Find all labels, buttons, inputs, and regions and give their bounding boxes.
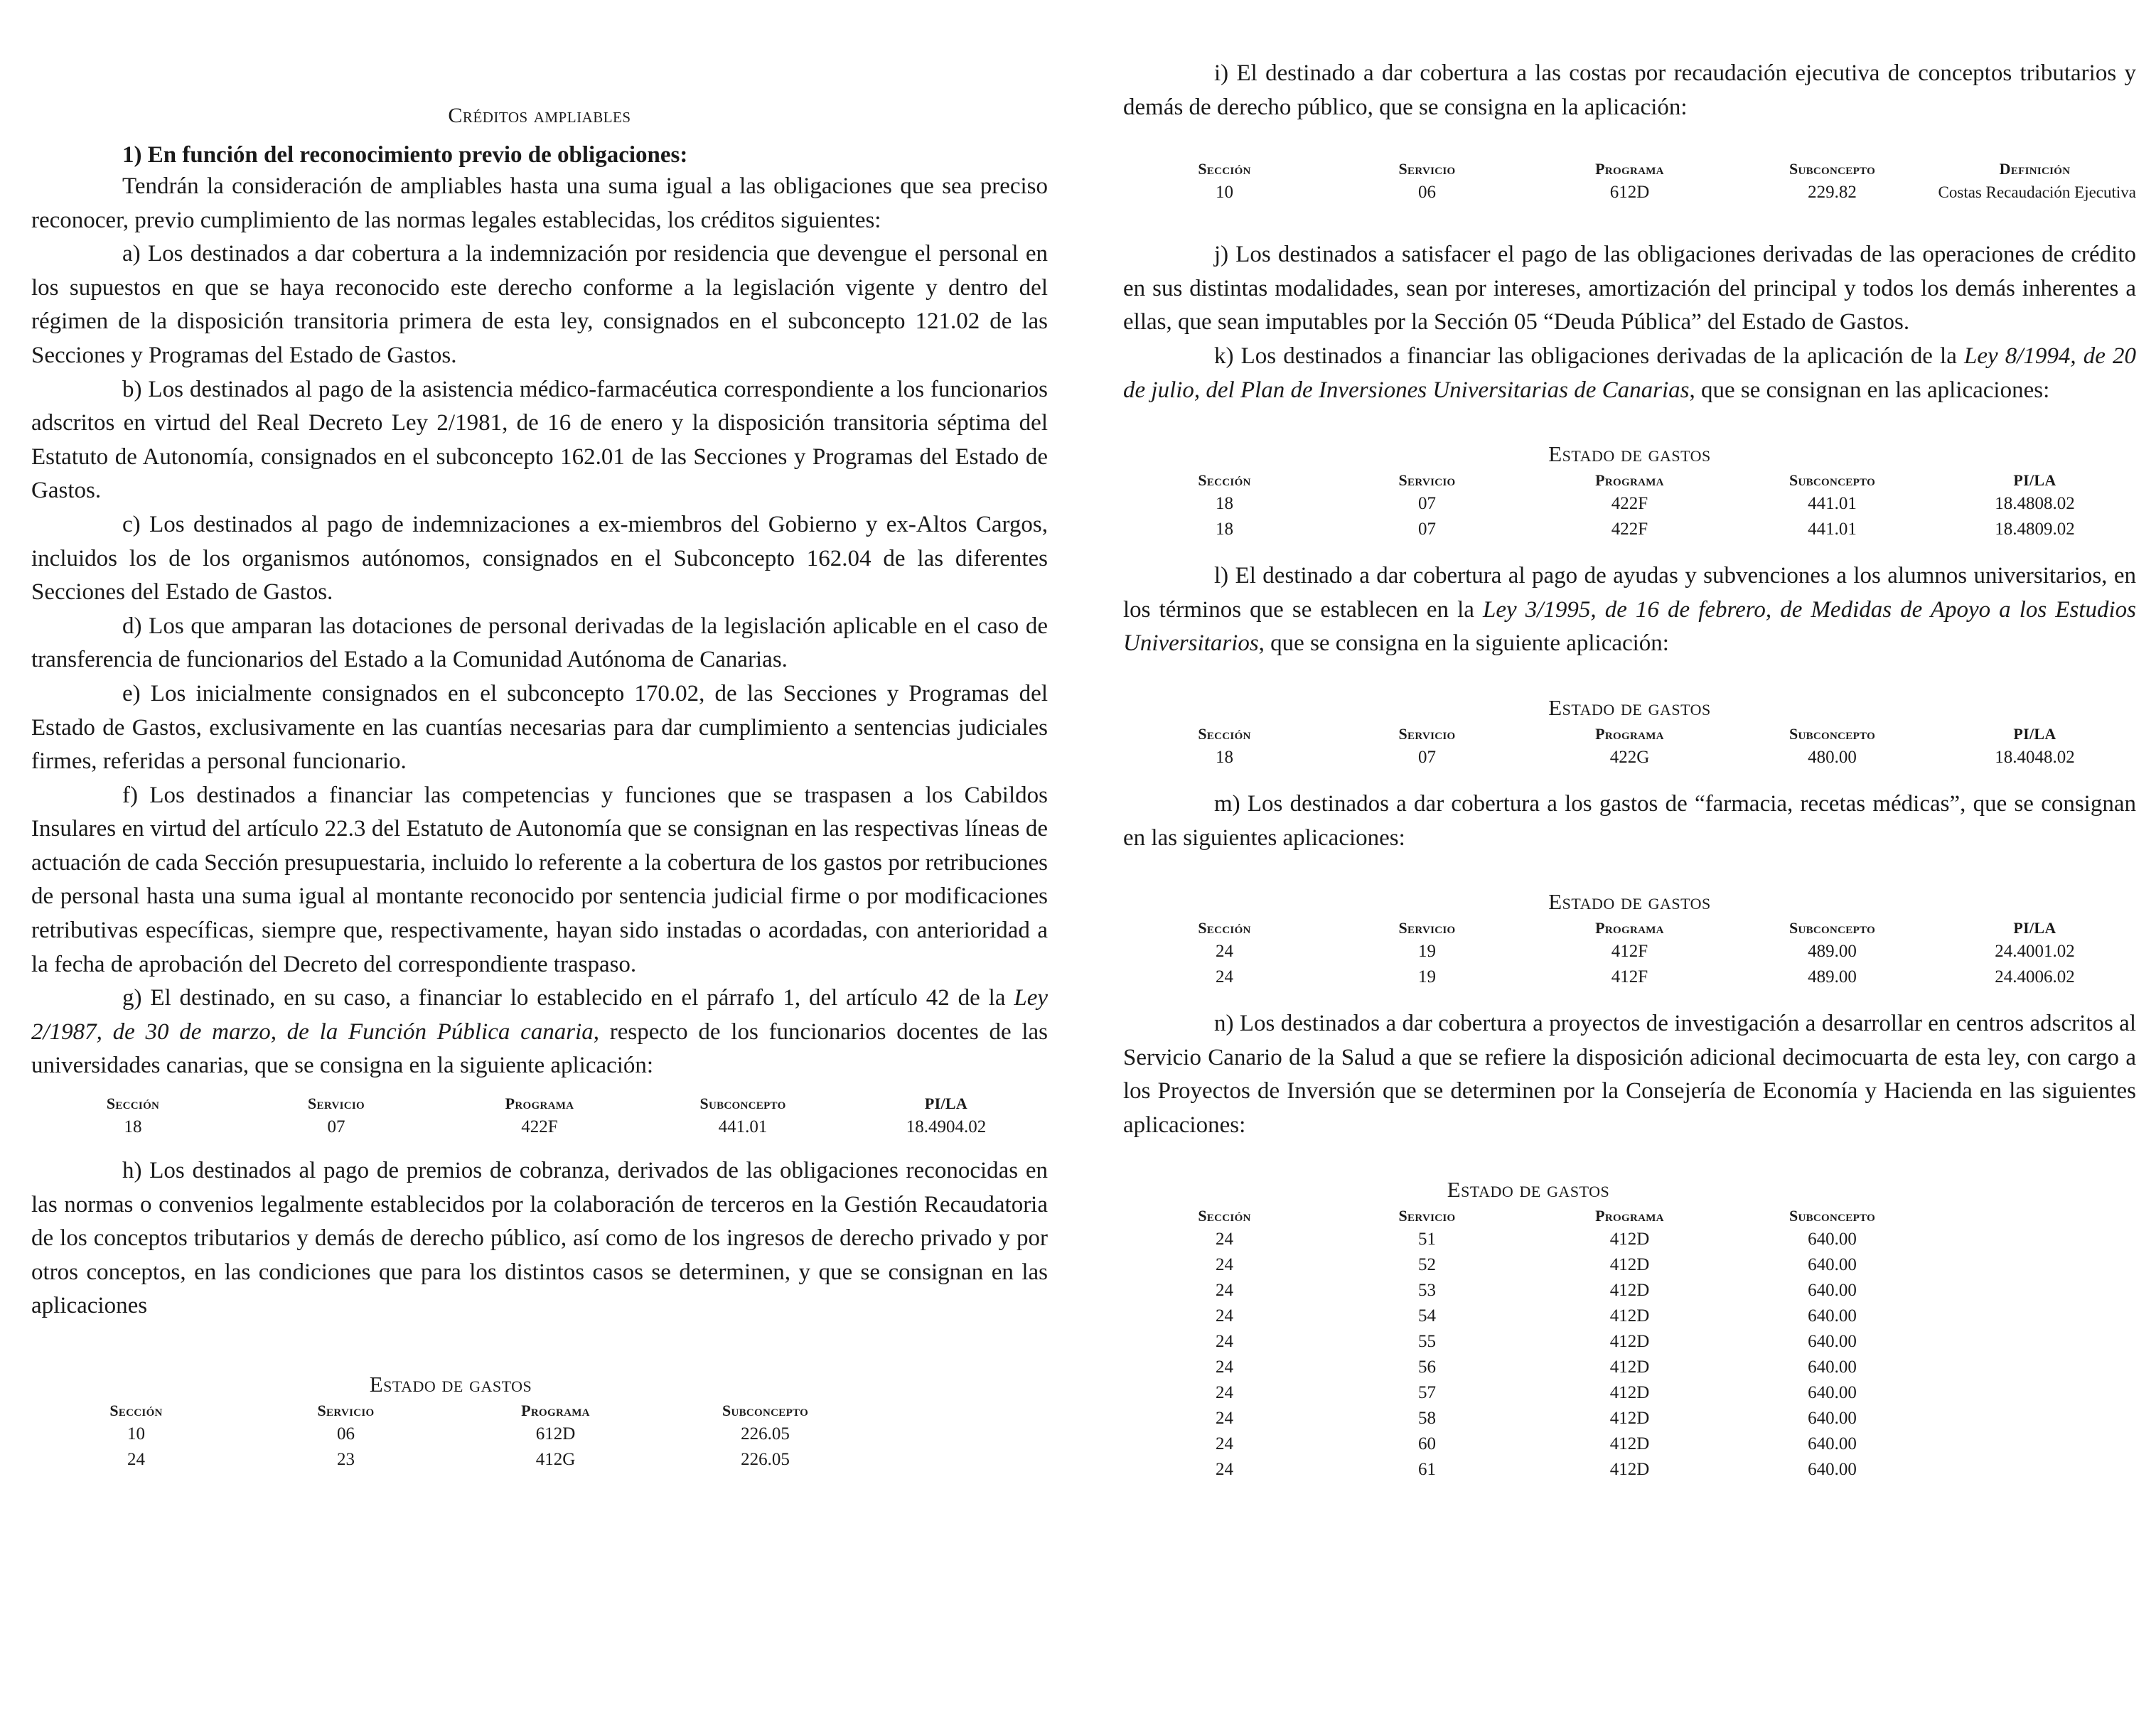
table-g (31, 1093, 1048, 1140)
table-cell: 441.01 (718, 1117, 768, 1137)
column-header: Sección (109, 1402, 163, 1419)
table-cell: 18.4904.02 (906, 1117, 987, 1137)
table-cell: 640.00 (1808, 1434, 1857, 1453)
column-header: PI/LA (2013, 919, 2056, 937)
table-cell: 24 (127, 1450, 145, 1469)
column-header: Servicio (308, 1095, 365, 1113)
table-row (1123, 1431, 1934, 1457)
table-title: Estado de gastos (1447, 1176, 1610, 1202)
paragraph-j: j) Los destinados a satisfacer el pago de las obligaciones derivadas de las operaciones de crédito en sus distintas modalidades, sean por intereses, amortización del principal y todos los demás inherentes a ellas, que sean imputables por la Sección 05 “Deuda Pública” del Estado de Gastos. (1123, 242, 2136, 335)
table-row (31, 1447, 870, 1473)
law-citation: Ley 2/1987, de 30 de marzo, de la Función Pública canaria (31, 985, 1048, 1045)
table-title: Estado de gastos (369, 1372, 532, 1397)
data-table (1123, 1205, 1934, 1483)
section-heading: 1) En función del reconocimiento previo de obligaciones: (122, 142, 688, 168)
table-row (1123, 1329, 1934, 1355)
table-header-row (31, 1093, 1048, 1114)
table-cell: 24 (1216, 1357, 1233, 1377)
table-cell: 412D (1609, 1408, 1650, 1428)
column-header: Subconcepto (722, 1402, 809, 1419)
table-header-row (1123, 470, 2136, 491)
column-header: Sección (1198, 724, 1251, 743)
table-cell: 226.05 (741, 1450, 790, 1469)
table-cell: 19 (1418, 942, 1436, 962)
table-cell: 422G (1609, 747, 1650, 767)
table-cell: 10 (127, 1424, 145, 1444)
table-row (1123, 939, 2136, 964)
table-cell: 640.00 (1808, 1254, 1857, 1274)
paragraph-k: k) Los destinados a financiar las obligaciones derivadas de la aplicación de la Ley 8/1994, de 20 de julio, del Plan de Inversiones Universitarias de Canarias, que se consignan en las aplicaciones: (1123, 343, 2136, 403)
table-cell: 07 (1418, 494, 1436, 514)
column-header: PI/LA (2013, 724, 2056, 743)
column-header: Sección (1198, 471, 1251, 490)
table-cell: 24 (1216, 1459, 1233, 1479)
table-row (1123, 745, 2136, 770)
table-cell: 60 (1418, 1434, 1436, 1453)
law-citation: Ley 3/1995, de 16 de febrero, de Medidas de Apoyo a los Estudios Universitarios (1123, 596, 2136, 657)
table-cell: 422F (1611, 520, 1648, 539)
table-header-row (31, 1400, 870, 1421)
table-cell: 412D (1609, 1254, 1650, 1274)
table-cell: 422F (1611, 494, 1648, 514)
table-cell: 18 (1216, 747, 1233, 767)
table-row (1123, 1304, 1934, 1329)
data-table (1123, 724, 2136, 770)
table-cell: 226.05 (741, 1424, 790, 1444)
table-cell: 52 (1418, 1254, 1436, 1274)
paragraph-b: b) Los destinados al pago de la asistencia médico-farmacéutica correspondiente a los funcionarios adscritos en virtud del Real Decreto Ley 2/1981, de 16 de enero y la disposición transitoria séptima del Estatuto de Autonomía, consignados en el subconcepto 162.01 de las Secciones y Programas del Estado de Gastos. (31, 376, 1048, 504)
column-header: Subconcepto (699, 1095, 786, 1113)
paragraph-d: d) Los que amparan las dotaciones de personal derivadas de la legislación aplicable en el caso de transferencia de funcionarios del Estado a la Comunidad Autónoma de Canarias. (31, 613, 1048, 673)
column-header: Programa (1595, 919, 1664, 937)
table-cell: 412D (1609, 1459, 1650, 1479)
table-cell: 640.00 (1808, 1408, 1857, 1428)
column-header: Programa (1595, 1206, 1664, 1225)
table-cell: 640.00 (1808, 1331, 1857, 1351)
column-header: Definición (1999, 160, 2071, 178)
table-cell: 24.4001.02 (1995, 942, 2075, 962)
table-row (1123, 1406, 1934, 1431)
column-header: Subconcepto (1788, 471, 1876, 490)
right-page (1123, 57, 2136, 1720)
table-cell: 24 (1216, 1229, 1233, 1249)
table-cell: 19 (1418, 967, 1436, 987)
paragraph-g: g) El destinado, en su caso, a financiar lo establecido en el párrafo 1, del artículo 42 de la Ley 2/1987, de 30 de marzo, de la Función Pública canaria, respecto de los funcionarios docentes de las universidades canarias, que se consigna en la siguiente aplicación: (31, 985, 1048, 1079)
table-cell: 24 (1216, 1306, 1233, 1326)
table-cell: 612D (1609, 183, 1650, 203)
table-cell: 640.00 (1808, 1459, 1857, 1479)
column-header: Programa (1595, 160, 1664, 178)
paragraph-m: m) Los destinados a dar cobertura a los gastos de “farmacia, recetas médicas”, que se consignan en las siguientes aplicaciones: (1123, 790, 2136, 851)
paragraph-f: f) Los destinados a financiar las competencias y funciones que se traspasen a los Cabildos Insulares en virtud del artículo 22.3 del Estatuto de Autonomía que se consignan en las respectivas líneas de actuación de cada Sección presupuestaria, incluido lo referente a la cobertura de los gastos por retribuciones de personal hasta una suma igual al montante reconocido por sentencia judicial firme o por modificaciones retributivas específicas, siempre que, respectivamente, hayan sido instadas o acordadas, con anterioridad a la fecha de aprobación del Decreto del correspondiente traspaso. (31, 782, 1048, 977)
table-row (1123, 491, 2136, 517)
table-cell: 412D (1609, 1357, 1650, 1377)
table-row (1123, 1252, 1934, 1278)
table-cell: 51 (1418, 1229, 1436, 1249)
column-header: Servicio (1398, 724, 1456, 743)
table-cell: 24 (1216, 1382, 1233, 1402)
table-row (1123, 1278, 1934, 1304)
column-header: Servicio (1398, 471, 1456, 490)
table-cell: 24 (1216, 967, 1233, 987)
table-cell: 412D (1609, 1434, 1650, 1453)
paragraph-e: e) Los inicialmente consignados en el subconcepto 170.02, de las Secciones y Programas del Estado de Gastos, exclusivamente en las cuantías necesarias para dar cumplimiento a sentencias judiciales firmes, referidas a personal funcionario. (31, 680, 1048, 775)
table-row (1123, 517, 2136, 542)
table-header-row (1123, 158, 2136, 180)
table-cell: 24 (1216, 1434, 1233, 1453)
column-header: PI/LA (2013, 471, 2056, 490)
table-cell: 489.00 (1808, 942, 1857, 962)
table-title: Estado de gastos (1548, 889, 1711, 915)
table-cell: 24 (1216, 1280, 1233, 1300)
paragraph-intro: Tendrán la consideración de ampliables hasta una suma igual a las obligaciones que sea preciso reconocer, previo cumplimiento de las normas legales establecidas, los créditos siguientes: (31, 173, 1048, 233)
column-header: Servicio (317, 1402, 375, 1419)
data-table (1123, 918, 2136, 990)
table-header-row (1123, 918, 2136, 939)
table-cell: 18 (1216, 520, 1233, 539)
table-title: Estado de gastos (1548, 694, 1711, 720)
table-row (1123, 1380, 1934, 1406)
table-cell: 489.00 (1808, 967, 1857, 987)
column-header: Sección (1198, 160, 1251, 178)
table-header-row (1123, 724, 2136, 745)
table-cell: 06 (337, 1424, 355, 1444)
table-cell: 24 (1216, 942, 1233, 962)
table-row (1123, 964, 2136, 990)
table-cell: 61 (1418, 1459, 1436, 1479)
table-cell: 412D (1609, 1331, 1650, 1351)
table-cell: 23 (337, 1450, 355, 1469)
table-cell: 412F (1611, 942, 1648, 962)
table-row (1123, 1457, 1934, 1483)
table-cell: 06 (1418, 183, 1436, 203)
table-row (1123, 180, 2136, 205)
left-page (31, 0, 1048, 1720)
column-header: Subconcepto (1788, 160, 1876, 178)
table-row (31, 1421, 870, 1447)
table-cell: 412D (1609, 1382, 1650, 1402)
table-cell: 58 (1418, 1408, 1436, 1428)
table-header-row (1123, 1205, 1934, 1227)
table-cell: 10 (1216, 183, 1233, 203)
column-header: Subconcepto (1788, 919, 1876, 937)
table-cell: 07 (1418, 747, 1436, 767)
data-table (31, 1400, 870, 1473)
paragraph-a: a) Los destinados a dar cobertura a la indemnización por residencia que devengue el personal en los supuestos en que se haya reconocido este derecho conforme a la legislación vigente y dentro del régimen de la disposición transitoria primera de esta ley, consignados en el subconcepto 121.02 de las Secciones y Programas del Estado de Gastos. (31, 241, 1048, 368)
column-header: Sección (1198, 919, 1251, 937)
table-cell: 422F (521, 1117, 558, 1137)
table-cell: 18 (124, 1117, 142, 1137)
table-row (1123, 1355, 1934, 1380)
table-cell: 612D (535, 1424, 576, 1444)
column-header: Servicio (1398, 919, 1456, 937)
column-header: Sección (106, 1095, 160, 1113)
table-cell: 412D (1609, 1229, 1650, 1249)
paragraph-n: n) Los destinados a dar cobertura a proyectos de investigación a desarrollar en centros adscritos al Servicio Canario de la Salud a que se refiere la disposición adicional decimocuarta de esta ley, con cargo a los Proyectos de Inversión que se determinen por la Consejería de Economía y Hacienda en las siguientes aplicaciones: (1123, 1011, 2136, 1138)
table-title: Estado de gastos (1548, 441, 1711, 467)
section-title: Créditos ampliables (448, 104, 631, 127)
table-cell: 412F (1611, 967, 1648, 987)
column-header: Sección (1198, 1206, 1251, 1225)
table-row (31, 1114, 1048, 1140)
table-cell: 24 (1216, 1254, 1233, 1274)
table-cell: 640.00 (1808, 1382, 1857, 1402)
table-cell: 640.00 (1808, 1280, 1857, 1300)
table-cell: 55 (1418, 1331, 1436, 1351)
paragraph-l: l) El destinado a dar cobertura al pago de ayudas y subvenciones a los alumnos universitarios, en los términos que se establecen en la Ley 3/1995, de 16 de febrero, de Medidas de Apoyo a los Estudios Universitarios, que se consigna en la siguiente aplicación: (1123, 563, 2136, 657)
table-cell: 412G (535, 1450, 576, 1469)
table-cell: 24 (1216, 1331, 1233, 1351)
column-header: Subconcepto (1788, 724, 1876, 743)
table-cell: 441.01 (1808, 520, 1857, 539)
table-cell: 07 (327, 1117, 345, 1137)
data-table (1123, 158, 2136, 205)
table-cell: 229.82 (1808, 183, 1857, 203)
table-cell: 412D (1609, 1280, 1650, 1300)
table-cell: Costas Recaudación Ejecutiva (1938, 183, 2136, 202)
column-header: Subconcepto (1788, 1206, 1876, 1225)
table-cell: 18.4809.02 (1995, 520, 2075, 539)
paragraph-c: c) Los destinados al pago de indemnizaciones a ex-miembros del Gobierno y ex-Altos Cargos, incluidos los de los organismos autónomos, consignados en el Subconcepto 162.04 de las diferentes Secciones del Estado de Gastos. (31, 511, 1048, 606)
data-table (1123, 470, 2136, 542)
table-k (1123, 441, 2136, 542)
data-table (31, 1093, 1048, 1140)
table-cell: 07 (1418, 520, 1436, 539)
table-cell: 56 (1418, 1357, 1436, 1377)
table-cell: 480.00 (1808, 747, 1857, 767)
column-header: Programa (521, 1402, 590, 1419)
table-l (1123, 695, 2136, 770)
table-cell: 54 (1418, 1306, 1436, 1326)
table-cell: 53 (1418, 1280, 1436, 1300)
paragraph-h: h) Los destinados al pago de premios de cobranza, derivados de las obligaciones reconocidas en las normas o convenios legalmente establecidos por la colaboración de terceros en la Gestión Recaudatoria de los conceptos tributarios y demás de derecho público, así como de los ingresos de derecho privado y por otros conceptos, en las condiciones que para los distintos casos se determinen, y que se consignan en las aplicaciones (31, 1158, 1048, 1319)
table-cell: 441.01 (1808, 494, 1857, 514)
law-citation: Ley 8/1994, de 20 de julio, del Plan de Inversiones Universitarias de Canarias (1123, 343, 2136, 403)
table-cell: 18.4808.02 (1995, 494, 2075, 514)
table-cell: 640.00 (1808, 1306, 1857, 1326)
table-cell: 24.4006.02 (1995, 967, 2075, 987)
table-cell: 640.00 (1808, 1229, 1857, 1249)
table-h (31, 1372, 870, 1473)
table-i (1123, 158, 2136, 205)
table-cell: 640.00 (1808, 1357, 1857, 1377)
paragraph-i: i) El destinado a dar cobertura a las costas por recaudación ejecutiva de conceptos tributarios y demás de derecho público, que se consigna en la aplicación: (1123, 60, 2136, 120)
column-header: Servicio (1398, 1206, 1456, 1225)
column-header: Programa (1595, 724, 1664, 743)
column-header: Servicio (1398, 160, 1456, 178)
column-header: PI/LA (924, 1095, 968, 1113)
column-header: Programa (505, 1095, 574, 1113)
column-header: Programa (1595, 471, 1664, 490)
table-cell: 18 (1216, 494, 1233, 514)
table-cell: 57 (1418, 1382, 1436, 1402)
table-m (1123, 889, 2136, 990)
table-n (1123, 1177, 1934, 1483)
table-cell: 24 (1216, 1408, 1233, 1428)
table-cell: 18.4048.02 (1995, 747, 2075, 767)
table-row (1123, 1227, 1934, 1252)
table-cell: 412D (1609, 1306, 1650, 1326)
